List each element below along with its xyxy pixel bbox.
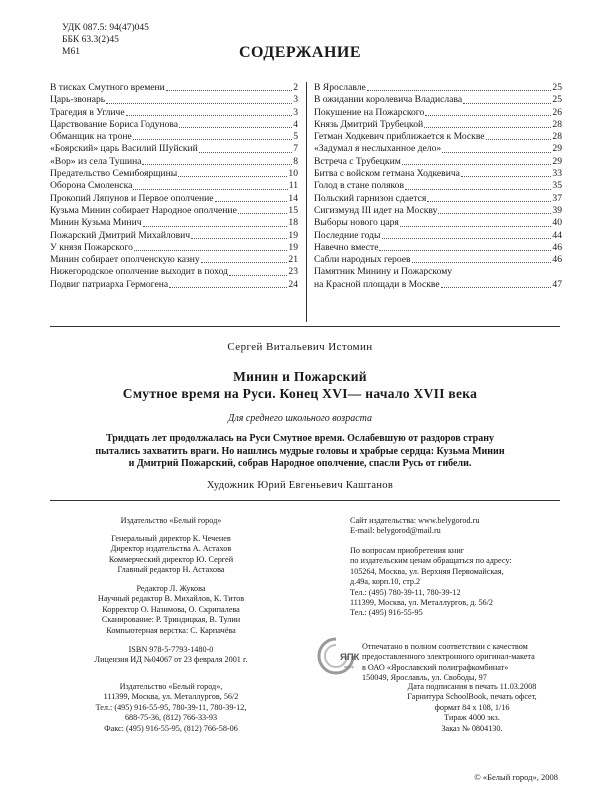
editor-line: Научный редактор В. Михайлов, К. Титов [97, 594, 245, 604]
order-line: 105264, Москва, ул. Верхняя Первомайская, [350, 566, 504, 576]
printed-line: предоставленного электронного оригинал-макета [362, 652, 535, 662]
toc-entry [50, 82, 298, 94]
toc-leader-dots [367, 90, 552, 91]
toc-entry-title: Сабли народных героев [314, 254, 411, 266]
toc-entry-title: Минин Кузьма Минич [50, 217, 142, 229]
address-line: 111399, Москва, ул. Металлургов, 56/2 [103, 692, 239, 702]
toc-entry-page: 46 [552, 241, 562, 253]
order-line: 111399, Москва, ул. Металлургов, д. 56/2 [350, 598, 494, 608]
toc-entry-page: 25 [552, 94, 562, 106]
toc-entry-page: 28 [552, 118, 562, 130]
toc-entry-page: 10 [288, 168, 298, 180]
toc-entry-title: Нижегородское ополчение выходит в поход [50, 266, 228, 278]
toc-entry [314, 94, 562, 106]
toc-entry-title: Польский гарнизон сдается [314, 192, 427, 204]
toc-leader-dots [199, 152, 292, 153]
toc-entry [314, 217, 562, 229]
toc-entry-page: 24 [288, 278, 298, 290]
toc-leader-dots [412, 262, 552, 263]
toc-entry-page: 29 [552, 143, 562, 155]
toc-entry-page: 44 [552, 229, 562, 241]
toc-entry-page: 28 [552, 131, 562, 143]
toc-entry [314, 254, 562, 266]
isbn: ISBN 978-5-7793-1480-0 [128, 645, 214, 654]
toc-entry-title: Встреча с Трубецким [314, 155, 401, 167]
toc-entry-page: 3 [293, 106, 298, 118]
printer-logo [316, 636, 360, 676]
toc-leader-dots [486, 139, 552, 140]
toc-leader-dots [134, 250, 288, 251]
toc-entry-page: 18 [288, 217, 298, 229]
book-title-main: Минин и Пожарский [233, 369, 367, 384]
toc-entry-page: 25 [552, 82, 562, 93]
print-info-line: Заказ № 0804130. [441, 723, 503, 733]
toc-entry [314, 242, 562, 254]
toc-entry-title: Пожарский Дмитрий Михайлович [50, 229, 191, 241]
toc-leader-dots [133, 189, 287, 190]
toc-leader-dots [441, 287, 552, 288]
printed-block [362, 642, 572, 684]
staff-line: Главный редактор Н. Астахова [117, 565, 225, 575]
toc-entry [314, 119, 562, 131]
toc-left-column [50, 82, 298, 291]
website: Сайт издательства: www.belygorod.ru [350, 516, 480, 525]
toc-entry-page: 8 [293, 155, 298, 167]
order-line: Тел.: (495) 780-39-11, 780-39-12 [350, 587, 461, 597]
publisher-label: Издательство «Белый город» [120, 516, 222, 525]
toc-entry [314, 143, 562, 155]
toc-entry-title: Царь-звонарь [50, 94, 106, 106]
toc-entry [50, 94, 298, 106]
address-line: Тел.: (495) 916-55-95, 780-39-11, 780-39-12, [95, 702, 247, 712]
divider-bottom [50, 500, 560, 501]
author-mark: М61 [62, 47, 80, 57]
logo-subtext: ярпф [344, 664, 354, 669]
toc-entry [50, 242, 298, 254]
editor-line: Сканирование: Р. Триндицкая, В. Тулин [101, 615, 241, 625]
toc-entry [50, 217, 298, 229]
order-line: по издательским ценам обращаться по адресу: [350, 556, 512, 566]
toc-entry-title: Прокопий Ляпунов и Первое ополчение [50, 192, 214, 204]
toc-entry-title: Кузьма Минин собирает Народное ополчение [50, 204, 237, 216]
copyright: © «Белый город», 2008 [474, 772, 558, 782]
toc-entry-page: 47 [552, 278, 562, 290]
logo-text: ЯПК [340, 652, 360, 663]
toc-leader-dots [382, 238, 552, 239]
toc-entry [314, 168, 562, 180]
toc-entry-page: 29 [552, 155, 562, 167]
order-line: По вопросам приобретения книг [350, 546, 465, 555]
orders-block [350, 546, 570, 619]
order-line: д.49а, корп.10, стр.2 [350, 577, 421, 587]
print-info-line: Гарнитура SchoolBook, печать офсет, [407, 692, 537, 702]
staff-list [60, 534, 282, 576]
toc-leader-dots [143, 226, 288, 227]
toc-leader-dots [201, 262, 288, 263]
toc-entry [50, 254, 298, 266]
isbn-block [60, 645, 282, 666]
toc-leader-dots [424, 127, 551, 128]
address-line: Издательство «Белый город», [119, 682, 223, 691]
print-info-line: Дата подписания в печать 11.03.2008 [407, 682, 537, 691]
toc-leader-dots [461, 176, 551, 177]
editor-line: Редактор Л. Жукова [136, 584, 206, 593]
toc-entry-title: У князя Пожарского [50, 241, 133, 253]
book-title-sub: Смутное время на Руси. Конец XVI— начало XVII века [122, 386, 478, 401]
toc-entry-page: 40 [552, 217, 562, 229]
toc-leader-dots [238, 213, 288, 214]
toc-entry-page: 15 [288, 204, 298, 216]
toc-entry-page: 3 [293, 94, 298, 106]
toc-leader-dots [215, 201, 288, 202]
toc-entry-page: 39 [552, 204, 562, 216]
toc-leader-dots [438, 213, 551, 214]
toc-entry-title: Последние годы [314, 229, 381, 241]
toc-title: СОДЕРЖАНИЕ [238, 44, 362, 61]
editors-list [60, 584, 282, 636]
toc-entry-title: Минин собирает ополченскую казну [50, 254, 200, 266]
address-line: Факс: (495) 916-55-95, (812) 766-58-06 [104, 723, 238, 733]
toc-leader-dots [427, 201, 551, 202]
toc-entry [50, 143, 298, 155]
toc-entry [314, 131, 562, 143]
toc-entry [50, 266, 298, 278]
toc-entry-title: «Боярский» царь Василий Шуйский [50, 143, 198, 155]
toc-leader-dots [405, 189, 551, 190]
printed-line: в ОАО «Ярославский полиграфкомбинат» [362, 662, 509, 672]
toc-leader-dots [179, 127, 292, 128]
toc-leader-dots [442, 152, 551, 153]
toc-entry-title: Памятник Минину и Пожарскому [314, 266, 453, 278]
toc-entry [314, 230, 562, 242]
print-info-block [372, 682, 572, 734]
editor-line: Корректор О. Назимова, О. Скрипалева [102, 604, 240, 614]
toc-entry-title: Трагедия в Угличе [50, 106, 125, 118]
toc-entry [50, 279, 298, 291]
toc-entry [314, 205, 562, 217]
toc-entry [314, 266, 562, 278]
email: E-mail: belygorod@mail.ru [350, 526, 441, 536]
toc-entry-page: 19 [288, 241, 298, 253]
toc-entry [50, 180, 298, 192]
toc-entry [50, 131, 298, 143]
toc-entry-title: Обманщик на троне [50, 131, 132, 143]
toc-entry-title: «Вор» из села Тушина [50, 155, 142, 167]
toc-leader-dots [178, 176, 287, 177]
toc-entry-page: 2 [293, 82, 298, 93]
divider-top [50, 326, 560, 327]
toc-leader-dots [106, 103, 292, 104]
toc-entry-title: Выборы нового царя [314, 217, 399, 229]
udk-code: УДК 087.5: 94(47)045 [62, 23, 149, 33]
annotation-line: пытались захватить враги. Но нашлись мудрые головы и храбрые сердца: Кузьма Минин [95, 445, 505, 457]
toc-entry-page: 35 [552, 180, 562, 192]
print-info-line: Тираж 4000 экз. [444, 713, 500, 723]
print-info-line: формат 84 х 108, 1/16 [434, 702, 510, 712]
staff-line: Генеральный директор К. Чеченев [111, 534, 231, 543]
toc-entry-title: В ожидании королевича Владислава [314, 94, 463, 106]
toc-leader-dots [133, 139, 292, 140]
toc-entry-page: 23 [288, 266, 298, 278]
toc-leader-dots [400, 226, 552, 227]
bbk-code: ББК 63.3(2)45 [62, 35, 119, 45]
toc-right-column [314, 82, 562, 291]
author-name: Сергей Витальевич Истомин [227, 341, 373, 353]
artist-credit: Художник Юрий Евгеньевич Каштанов [206, 480, 394, 491]
toc-entry-title: Гетман Ходкевич приближается к Москве [314, 131, 485, 143]
website-block [350, 516, 570, 537]
toc-leader-dots [463, 103, 551, 104]
toc-entry-title: В Ярославле [314, 82, 366, 93]
toc-leader-dots [142, 164, 292, 165]
printed-line: Отпечатано в полном соответствии с качеством [362, 642, 528, 651]
toc-entry-title: Царствование Бориса Годунова [50, 118, 179, 130]
toc-entry [314, 82, 562, 94]
toc-entry-page: 21 [288, 254, 298, 266]
toc-entry-title: Сигизмунд III идет на Москву [314, 204, 438, 216]
toc-entry [50, 230, 298, 242]
printed-line: 150049, Ярославль, ул. Свободы, 97 [362, 673, 487, 683]
toc-entry [50, 107, 298, 119]
toc-leader-dots [166, 90, 292, 91]
book-title [0, 368, 600, 402]
toc-entry [50, 193, 298, 205]
toc-entry-page: 5 [293, 131, 298, 143]
toc-leader-dots [402, 164, 552, 165]
age-group: Для среднего школьного возраста [228, 413, 372, 424]
toc-leader-dots [169, 287, 287, 288]
toc-entry [50, 156, 298, 168]
toc-entry-page: 4 [293, 118, 298, 130]
toc-entry-title: на Красной площади в Москве [314, 278, 440, 290]
toc-entry-page: 14 [288, 192, 298, 204]
toc-entry [50, 168, 298, 180]
toc-entry [314, 107, 562, 119]
toc-entry-page: 7 [293, 143, 298, 155]
toc-entry-title: Битва с войском гетмана Ходкевича [314, 168, 460, 180]
toc-entry [50, 205, 298, 217]
toc-entry-title: Оборона Смоленска [50, 180, 133, 192]
toc-entry [50, 119, 298, 131]
order-line: Тел.: (495) 916-55-95 [350, 608, 423, 618]
toc-entry-title: Князь Дмитрий Трубецкой [314, 118, 424, 130]
editor-line: Компьютерная верстка: С. Карпачёва [106, 625, 236, 635]
toc-leader-dots [425, 115, 551, 116]
toc-entry-page: 26 [552, 106, 562, 118]
toc-leader-dots [126, 115, 293, 116]
toc-entry-title: Подвиг патриарха Гермогена [50, 278, 169, 290]
toc-entry-title: Голод в стане поляков [314, 180, 405, 192]
staff-line: Коммерческий директор Ю. Сергей [108, 554, 234, 564]
toc-entry-title: Предательство Семибоярщины [50, 168, 178, 180]
toc-entry-title: «Задумал я неслыханное дело» [314, 143, 442, 155]
publisher-address [60, 682, 282, 734]
toc-leader-dots [229, 275, 288, 276]
annotation-line: Тридцать лет продолжалась на Руси Смутное время. Ослабевшую от раздоров страну [106, 433, 494, 444]
annotation [60, 433, 540, 471]
toc-entry-title: Покушение на Пожарского [314, 106, 425, 118]
toc-entry-title: Навечно вместе [314, 241, 379, 253]
staff-line: Директор издательства А. Астахов [110, 544, 232, 554]
toc-entry [314, 193, 562, 205]
toc-entry [314, 156, 562, 168]
toc-entry-page: 37 [552, 192, 562, 204]
toc-entry-page: 33 [552, 168, 562, 180]
toc-leader-dots [379, 250, 551, 251]
toc-entry [314, 180, 562, 192]
toc-entry-page: 19 [288, 229, 298, 241]
toc-entry [314, 279, 562, 291]
address-line: 688-75-36, (812) 766-33-93 [124, 713, 218, 723]
toc-entry-page: 46 [552, 254, 562, 266]
toc-entry-page: 11 [288, 180, 298, 192]
toc-entry-title: В тисках Смутного времени [50, 82, 165, 93]
toc-divider [306, 82, 307, 322]
license: Лицензия ИД №04067 от 23 февраля 2001 г. [94, 655, 248, 665]
annotation-line: и Дмитрий Пожарский, собрав Народное ополчение, спасли Русь от гибели. [128, 458, 472, 469]
toc-leader-dots [191, 238, 287, 239]
